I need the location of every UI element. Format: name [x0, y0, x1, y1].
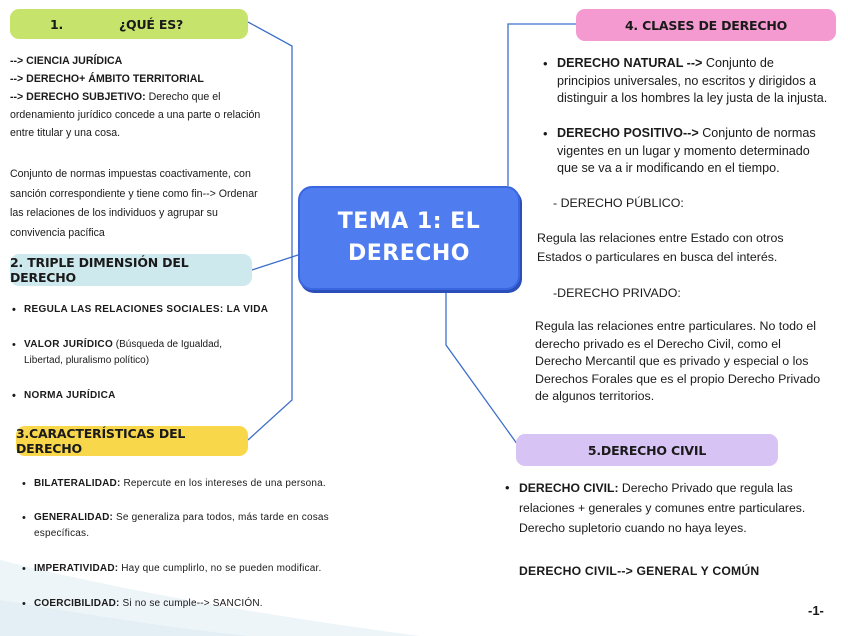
section-2-title: 2. TRIPLE DIMENSIÓN DEL DERECHO [10, 255, 189, 285]
section-3-header [16, 426, 248, 456]
section-5-header [516, 434, 778, 466]
s2-bullet-regula: • REGULA LAS RELACIONES SOCIALES: LA VIDA [24, 302, 268, 318]
s1-line-subjetivo: --> DERECHO SUBJETIVO: Derecho que el [10, 91, 221, 103]
s1-line-ambito: --> DERECHO+ ÁMBITO TERRITORIAL [10, 73, 204, 85]
s4-privado-title: -DERECHO PRIVADO: [553, 286, 681, 300]
s4-publico-body: Regula las relaciones entre Estado con otros Estados o particulares en busca del interés. [537, 231, 784, 264]
section-1-title: ¿QUÉ ES? [119, 16, 184, 32]
s5-bullet-civil: • DERECHO CIVIL: Derecho Privado que regula las relaciones + generales y comunes entre particulares. Derecho supletorio cuando no haya leyes. [519, 478, 834, 538]
section-3-title: 3.CARACTERÍSTICAS DEL DERECHO [16, 426, 186, 456]
s4-publico-title: - DERECHO PÚBLICO: [553, 196, 684, 210]
central-topic-box [298, 186, 520, 290]
s4-bullet-positivo: • DERECHO POSITIVO--> Conjunto de normas vigentes en un lugar y momento determinado que se va a ir modificando en el tiempo. [557, 125, 839, 178]
s3-bullet-bilateralidad: • BILATERALIDAD: Repercute en los intereses de una persona. [34, 476, 326, 492]
section-4-title: 4. CLASES DE DERECHO [624, 17, 788, 33]
section-2-header [10, 254, 252, 286]
section-1-number: 1. [50, 16, 64, 32]
s3-bullet-coercibilidad: • COERCIBILIDAD: Si no se cumple--> SANCIÓN. [34, 596, 263, 612]
s1-line-5: entre titular y una cosa. [10, 127, 121, 139]
section-1-body [10, 52, 295, 142]
central-title-line-1: TEMA 1: EL [337, 209, 481, 234]
central-title-line-2: DERECHO [347, 241, 471, 266]
section-1-header [10, 9, 248, 39]
s5-footer-text: DERECHO CIVIL--> GENERAL Y COMÚN [519, 564, 760, 578]
section-5-title: 5.DERECHO CIVIL [587, 442, 707, 458]
s3-bullet-generalidad: • GENERALIDAD: Se generaliza para todos, más tarde en cosas específicas. [34, 510, 329, 542]
section-1-paragraph: Conjunto de normas impuestas coactivamente, con sanción correspondiente y tiene como fin--> Ordenar las relaciones de los individuos y agrupar su convivencia pacífica [10, 168, 258, 239]
s2-bullet-norma: • NORMA JURÍDICA [24, 388, 116, 404]
section-4-header [576, 9, 836, 41]
s1-line-4: ordenamiento jurídico concede a una parte o relación [10, 109, 261, 121]
s1-line-ciencia: --> CIENCIA JURÍDICA [10, 55, 123, 67]
s4-privado-body: Regula las relaciones entre particulares. No todo el derecho privado es el Derecho Civil, como el Derecho Mercantil que es privado y especial o los Derechos Forales que es el propio Derecho Privado de algunos territorios. [535, 319, 821, 403]
s3-bullet-imperatividad: • IMPERATIVIDAD: Hay que cumplirlo, no se pueden modificar. [34, 561, 321, 577]
s2-bullet-valor: • VALOR JURÍDICO (Búsqueda de Igualdad, Libertad, pluralismo político) [24, 337, 284, 369]
page-number: -1- [808, 603, 824, 618]
s4-bullet-natural: • DERECHO NATURAL --> Conjunto de principios universales, no escritos y dirigidos a distinguir a los hombres la ley justa de la injusta. [557, 55, 839, 108]
